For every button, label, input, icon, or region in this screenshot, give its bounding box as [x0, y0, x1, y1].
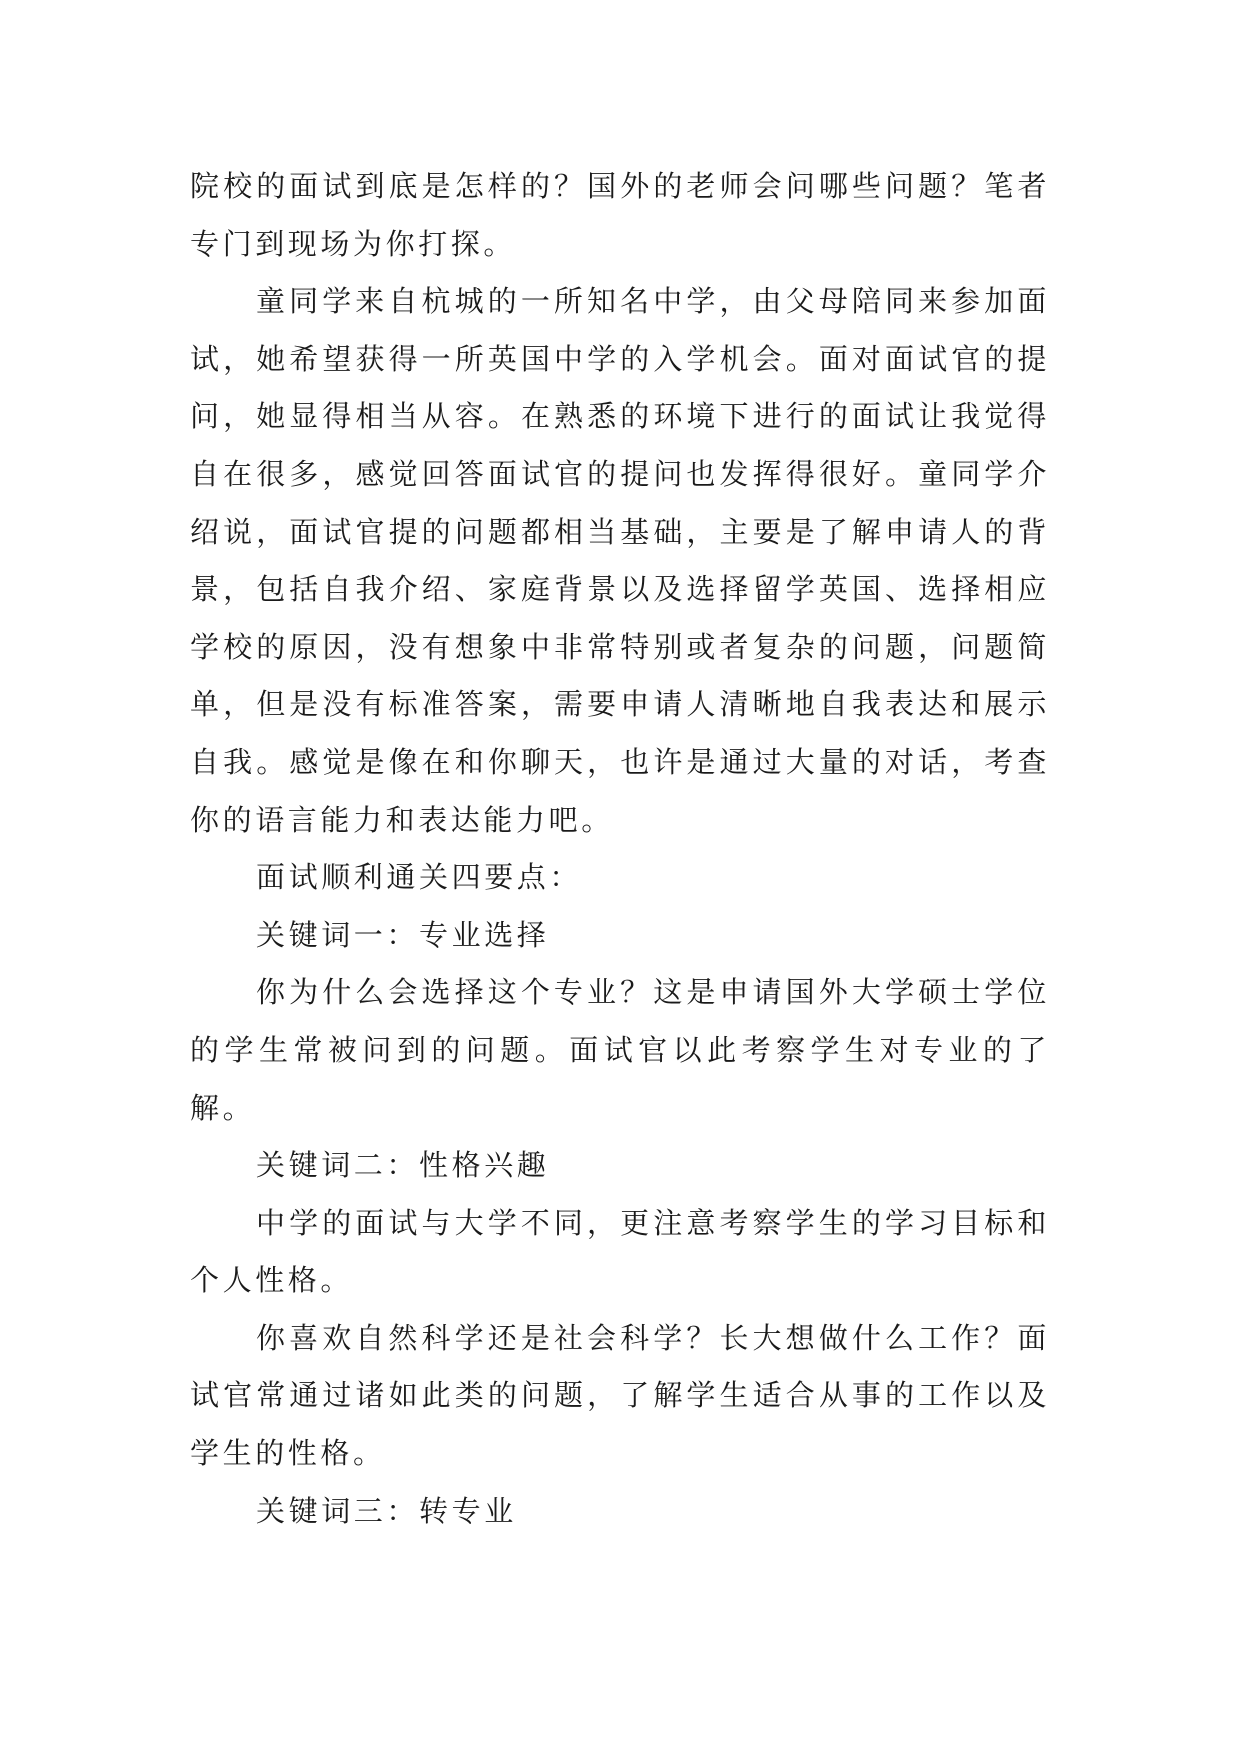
keyword-two-heading: 关键词二：性格兴趣: [256, 1148, 550, 1183]
paragraph-student-story: 童同学来自杭城的一所知名中学，由父母陪同来参加面试，她希望获得一所英国中学的入学机会。面对面试官的提问，她显得相当从容。在熟悉的环境下进行的面试让我觉得自在很多，感觉回答面试官的提问也发挥得很好。童同学介绍说，面试官提的问题都相当基础，主要是了解申请人的背景，包括自我介绍、家庭背景以及选择留学英国、选择相应学校的原因，没有想象中非常特别或者复杂的问题，问题简单，但是没有标准答案，需要申请人清晰地自我表达和展示自我。感觉是像在和你聊天，也许是通过大量的对话，考查你的语言能力和表达能力吧。: [190, 284, 1050, 837]
document-body: [190, 158, 1050, 1540]
paragraph-keyword-one-body: 你为什么会选择这个专业？这是申请国外大学硕士学位的学生常被问到的问题。面试官以此考察学生对专业的了解。: [190, 975, 1050, 1125]
keyword-one-heading: 关键词一：专业选择: [256, 917, 550, 952]
keyword-three-heading: 关键词三：转专业: [256, 1493, 517, 1528]
paragraph-keyword-two-body-1: 中学的面试与大学不同，更注意考察学生的学习目标和个人性格。: [190, 1205, 1050, 1298]
paragraph-intro-continued: 院校的面试到底是怎样的？国外的老师会问哪些问题？笔者专门到现场为你打探。: [190, 169, 1050, 261]
paragraph-keyword-two-body-2: 你喜欢自然科学还是社会科学？长大想做什么工作？面试官常通过诸如此类的问题，了解学生适合从事的工作以及学生的性格。: [190, 1320, 1050, 1471]
paragraph-four-points-heading: 面试顺利通关四要点：: [256, 860, 583, 895]
